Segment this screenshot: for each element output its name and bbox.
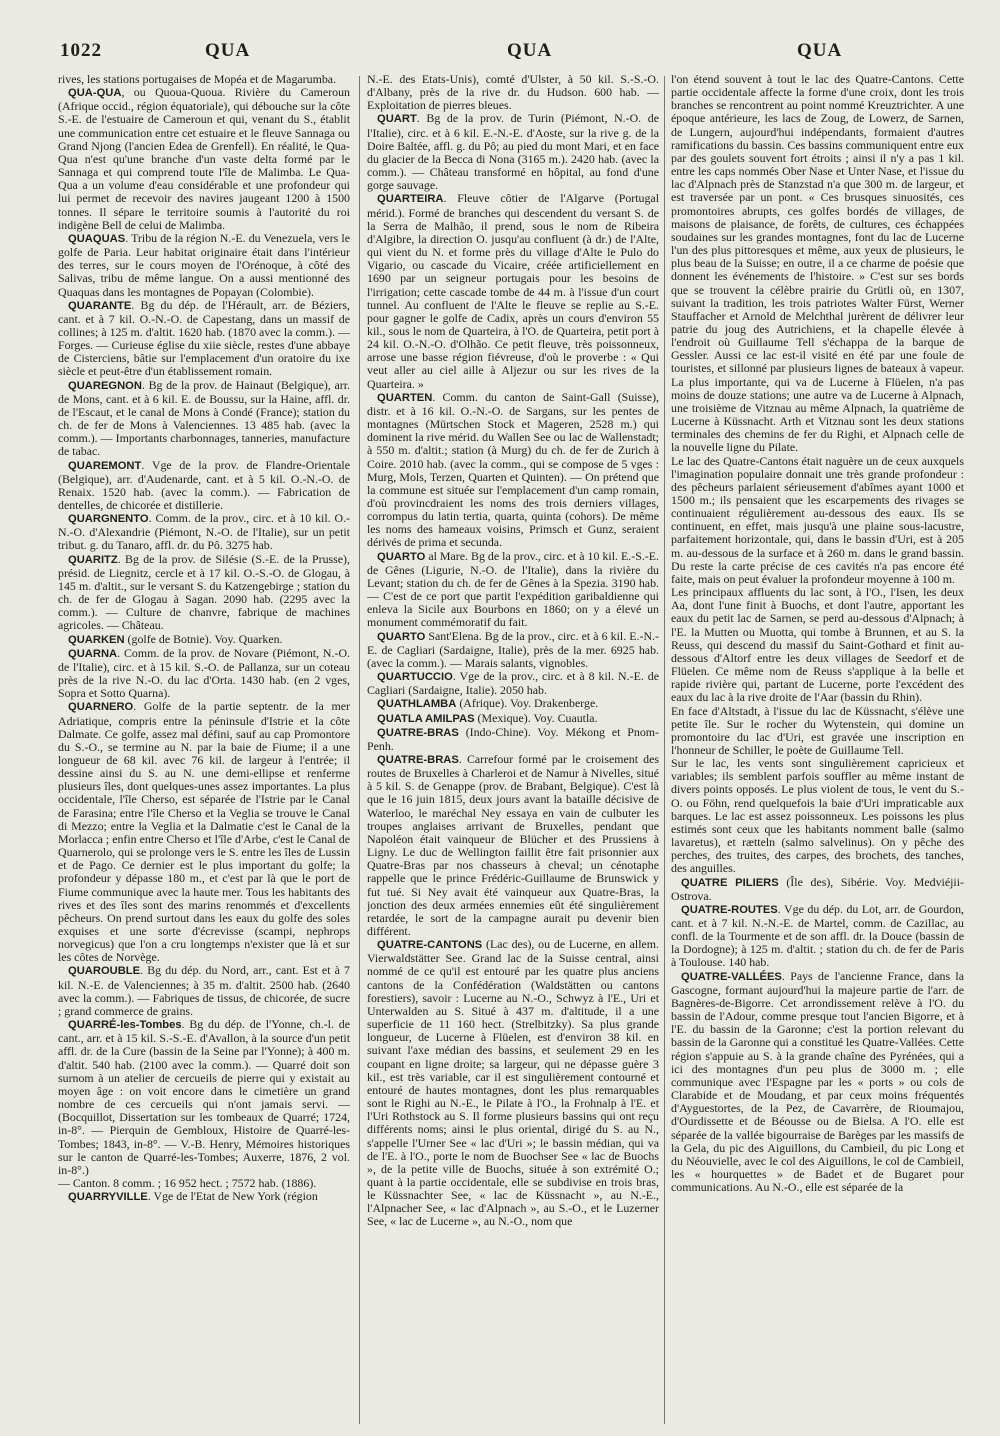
entry-headword: QUART [377, 113, 417, 126]
entry-text: . Vge de l'Etat de New York (région [147, 1189, 318, 1204]
running-head-center: QUA [507, 40, 553, 61]
dictionary-entry [58, 1018, 350, 1177]
entry-text: . Carrefour formé par le croisement des routes de Bruxelles à Charleroi et de Namur à Nivelles, situé à 5 kil. S. de Genappe (prov. de Brabant, Belgique). C'est là que le 16 juin 1815, deux jours avant la bataille décisive de Waterloo, le maréchal Ney essaya en vain de culbuter les troupes anglaises arrivant de Bruxelles, pendant que Napoléon était vainqueur de Blücher et des Prussiens à Ligny. Le duc de Wellington faillit être fait prisonnier aux Quatre-Bras par nos chasseurs à cheval; un cénotaphe rappelle que le prince Frédéric-Guillaume de Brunswick y fut tué. Si Ney avait été vainqueur aux Quatre-Bras, la jonction des deux armées ennemies eût été singulièrement retardée, le sort de la campagne aurait pu devenir bien différent. [367, 751, 659, 938]
dictionary-entry [367, 938, 659, 1228]
entry-text: . Fleuve côtier de l'Algarve (Portugal mérid.). Formé de branches qui descendent du versant S. de la Serra de Malhão, il prend, sous le nom de Ribeira d'Algibre, la direction O. jusqu'au confluent (à dr.) de l'Alte, qui vient du N. et forme près du village d'Alte le Pulo do Vigario, ou cascade du Vicaire, créée artificiellement en 1690 par un seigneur portugais pour les besoins de l'irrigation; cette cascade tombe de 44 m. à l'issue d'un court tunnel. Au confluent de l'Alte le fleuve se replie au S.-E. pour gagner le golfe de Cadix, après un cours d'environ 55 kil., sous le nom de Quarteira, à l'O. de Quarteira, petit port à 24 kil. O.-N.-O. d'Olhão. Ce petit fleuve, très poissonneux, arrose une basse région fiévreuse, d'où le proverbe : « Qui veut aller au ciel aille à Aljezur ou sur les rives de la Quarteira. » [367, 191, 659, 391]
entry-headword: QUARRÉ-les-Tombes [68, 1019, 182, 1032]
dictionary-entry [367, 712, 659, 726]
entry-headword: QUATRE-ROUTES [681, 903, 778, 916]
entry-headword: QUAREGNON [68, 379, 142, 392]
entry-headword: QUARTO [377, 630, 426, 643]
entry-headword: QUARRYVILLE [68, 1191, 148, 1204]
entry-headword: QUARNERO [68, 701, 134, 714]
entry-text: . Bg de la prov. de Silésie (S.-E. de la Prusse), présid. de Liegnitz, cercle et à 17 kil. O.-S.-O. de Glogau, à 145 m. d'altit., sur le versant S. du Katzengebirge ; station du ch. de fer de Glogau à Sagan. 2090 hab. (2295 avec la comm.). — Culture de chanvre, fabrique de machines agricoles. — Château. [58, 551, 350, 633]
dictionary-entry [367, 670, 659, 697]
entry-headword: QUAQUAS [68, 232, 126, 245]
entry-headword: QUATHLAMBA [377, 698, 457, 711]
entry-headword: QUARGNENTO [68, 513, 149, 526]
dictionary-entry [671, 705, 964, 758]
entry-headword: QUATRE-CANTONS [377, 939, 483, 952]
running-head-right: QUA [797, 40, 843, 61]
dictionary-entry [58, 232, 350, 299]
page-number: 1022 [60, 40, 102, 61]
entry-text: . Vge du dép. du Lot, arr. de Gourdon, cant. et à 7 kil. N.-N.-E. de Martel, comm. de Cazillac, au confl. de la Tourmente et de son affl. dr. la Douce (bassin de la Dordogne); à 125 m. d'altit. ; station du ch. de fer de Paris à Toulouse. 140 hab. [671, 901, 964, 970]
dictionary-entry [671, 970, 964, 1195]
dictionary-entry [671, 73, 964, 455]
dictionary-entry [58, 553, 350, 633]
dictionary-entry [58, 379, 350, 459]
entry-text: (Mexique). Voy. Cuautla. [474, 710, 598, 725]
entry-headword: QUA-QUA [68, 87, 122, 100]
entry-text: . Golfe de la partie septentr. de la mer Adriatique, compris entre la péninsule d'Istrie et la côte Dalmate. Ce golfe, assez mal défini, sauf au cap Promontore du S.-O., se termine au N. par la baie de Fiume; il a une longueur de 68 kil. avec 76 kil. de largeur à l'entrée; il dessine ainsi du S. au N. une demi-ellipse et renferme plusieurs îles, dont quelques-unes assez importantes. La plus occidentale, l'île Cherso, est séparée de l'Istrie par le Canal de Farasina; entre l'île Cherso et la Veglia se trouve le Canal di Mezzo; entre la Veglia et la Dalmatie c'est le Canal de la Morlacca ; enfin entre Cherso et l'île d'Arbe, c'est le Canal de Quarnerolo, qui se prolonge vers le S. entre les îles de Lussin et de Pago. Ce dernier est le plus important du golfe; la profondeur y dépasse 180 m., et c'est par là que le port de Fiume communique avec la haute mer. Tous les habitants des rives et des îles sont des marins renommés et d'excellents pêcheurs. On prend surtout dans les eaux du golfe des soles exquises et une sorte d'écrevisse (scampi, nephrops norvegicus) que l'on a cru longtemps n'exister que là et sur les côtes de Norvège. [58, 699, 350, 965]
entry-text: Le lac des Quatre-Cantons était naguère un de ceux auxquels l'imagination populaire donnait une très grande profondeur : des pêcheurs parlaient sérieusement d'abîmes ayant 1000 et 1500 m.; ils pensaient que les escarpements des rivages se continuaient régulièrement au-dessous des eaux. Ils se continuent, en effet, mais jusqu'à une plaine sous-lacustre, parfaitement horizontale, qui, dans le bassin d'Uri, est à 205 m. au-dessous de la surface et à 260 m. dans le grand bassin. Du reste la carte précise de ces cavités n'a pas encore été faite, mais on peut évaluer la profondeur moyenne à 100 m. [671, 453, 964, 586]
entry-text: al Mare. Bg de la prov., circ. et à 10 kil. E.-S.-E. de Gênes (Ligurie, N.-O. de l'Italie), dans la rivière du Levant; station du ch. de fer de Gênes à la Spezia. 3190 hab. — C'est de ce port que partit l'expédition garibaldienne qui enleva la Sicile aux Bourbons en 1860; on y a élevé un monument commémoratif du fait. [367, 548, 659, 630]
entry-text: . Bg du dép. de l'Yonne, ch.-l. de cant., arr. et à 15 kil. S.-S.-E. d'Avallon, à la source d'un petit affl. dr. de la Cure (bassin de la Seine par l'Yonne); à 400 m. d'altit. 540 hab. (2100 avec la comm.). — Quarré doit son surnom à un atelier de cercueils de pierre qui y existait au moyen âge : on voit encore dans le cimetière un grand nombre de ces cercueils qui n'ont jamais servi. — (Bocquillot, Dissertation sur les tombeaux de Quarré; 1724, in-8°. — Pierquin de Gembloux, Histoire de Quarré-les-Tombes; 1843, in-8°. — V.-B. Henry, Mémoires historiques sur le canton de Quarré-les-Tombes; Auxerre, 1876, 2 vol. in-8°.) [58, 1017, 350, 1177]
entry-text: (Afrique). Voy. Drakenberge. [456, 696, 599, 711]
entry-text: . Bg de la prov. de Hainaut (Belgique), arr. de Mons, cant. et à 6 kil. E. de Boussu, sur la Haine, affl. dr. de l'Escaut, et le canal de Mons à Condé (France); station du ch. de fer de Mons à Valenciennes. 13 485 hab. (avec la comm.). — Importants charbonnages, tanneries, manufacture de tabac. [58, 377, 350, 459]
dictionary-entry [671, 757, 964, 875]
column-3 [671, 73, 964, 1425]
entry-text: . Comm. du canton de Saint-Gall (Suisse), distr. et à 16 kil. O.-N.-O. de Sargans, sur les pentes de montagnes (Mürtschen Stock et Mageren, 2528 m.) qui dominent la rive mérid. du Wallen See ou lac de Wallenstadt; à 550 m. d'altit.; station (à Murg) du ch. de fer de Zurich à Coire. 2010 hab. (avec la comm., qui se compose de 5 vges : Murg, Mols, Terzen, Quarten et Quinten). — On prétend que la commune est située sur l'emplacement d'un camp romain, d'où provincdraient les noms des trois derniers villages, corrompus du latin tertia, quarta, quinta (cohors). De même les noms des hameaux voisins, Primsch et Gunz, seraient dérivés de prima et secunda. [367, 389, 659, 550]
entry-text: N.-E. des Etats-Unis), comté d'Ulster, à 50 kil. S.-S.-O. d'Albany, près de la rive dr. du Hudson. 600 hab. — Exploitation de pierres bleues. [367, 73, 659, 113]
running-head-left: QUA [205, 40, 251, 61]
dictionary-entry [58, 299, 350, 379]
dictionary-entry [367, 697, 659, 711]
entry-text: Sur le lac, les vents sont singulièrement capricieux et variables; ils semblent parfois souffler au même instant de divers points opposés. Le plus violent de tous, le vent du S.-O. ou Föhn, rend quelquefois la baie d'Uri impraticable aux barques. Le lac est assez poissonneux. Les poissons les plus estimés sont ceux que les habitants nomment balle (salmo lavaretus), et rætteln (salmo salvelinus). On y pêche des perches, des truites, des carpes, des brochets, des tanches, des anguilles. [671, 756, 964, 876]
entry-text: . Comm. de la prov., circ. et à 10 kil. O.-N.-O. d'Alexandrie (Piémont, N.-O. de l'Italie), sur un petit tribut. g. du Tanaro, affl. dr. du Pô. 3275 hab. [58, 511, 350, 553]
entry-text: — Canton. 8 comm. ; 16 952 hect. ; 7572 hab. (1886). [58, 1175, 317, 1190]
dictionary-entry [367, 550, 659, 630]
entry-headword: QUARTUCCIO [377, 671, 453, 684]
entry-headword: QUATRE-BRAS [377, 753, 459, 766]
entry-text: . Bg du dép. de l'Hérault, arr. de Béziers, cant. et à 7 kil. O.-N.-O. de Capestang, dans un massif de collines; à 125 m. d'altit. 1620 hab. (1870 avec la comm.). — Forges. — Curieuse église du xiie siècle, restes d'une abbaye de Cisterciens, bâtie sur l'emplacement d'un oratoire du ixe siècle et peut-être d'un établissement romain. [58, 297, 350, 379]
entry-text: . Pays de l'ancienne France, dans la Gascogne, formant aujourd'hui la majeure partie de l'arr. de Bagnères-de-Bigorre. Cet arrondissement relève à l'O. du bassin de l'Adour, comme presque tout l'ancien Bigorre, et à l'E. du bassin de la Garonne; c'est la portion relevant du bassin de la Garonne qui a constitué les Quatre-Vallées. Cette région s'appuie au S. à la grande chaîne des Pyrénées, qui a ici des montagnes d'un peu plus de 3000 m. ; elle communique avec l'Espagne par les « ports » ou cols de Clarabide et de Moudang, et par ceux moins fréquentés d'Ayguestortes, de la Pez, de Cavarrère, de Rioumajou, d'Ourdissette et de Béousse ou de Bielsa. A l'O. elle est séparée de la vallée bigourraise de Barèges par les massifs de la Gela, du pic des Aiguillons, du Cambieil, du pic Long et du Néouvielle, avec le col des Aiguillons, le col de Cambieil, les « hourquettes » de Badet et de Bugaret pour communications. Au N.-O., elle est séparée de la [671, 968, 964, 1195]
dictionary-entry [58, 459, 350, 513]
dictionary-entry [58, 647, 350, 701]
dictionary-entry [367, 391, 659, 550]
entry-text: . Vge de la prov., circ. et à 8 kil. N.-E. de Cagliari (Sardaigne, Italie). 2050 hab. [367, 669, 659, 698]
entry-headword: QUATLA AMILPAS [377, 712, 475, 725]
dictionary-entry [671, 586, 964, 704]
entry-text: . Vge de la prov. de Flandre-Orientale (Belgique), arr. d'Audenarde, cant. et à 5 kil. O.-N.-O. de Renaix. 1520 hab. (avec la comm.). — Fabrication de dentelles, de chicorée et distillerie. [58, 457, 350, 512]
entry-text: (Indo-Chine). Voy. Mékong et Pnom-Penh. [367, 724, 659, 753]
column-divider [664, 76, 665, 1424]
entry-text: rives, les stations portugaises de Mopéa et de Magarumba. [58, 73, 337, 86]
dictionary-entry [367, 726, 659, 753]
entry-headword: QUARTEIRA [377, 193, 444, 206]
dictionary-entry [367, 753, 659, 938]
dictionary-entry [671, 455, 964, 587]
dictionary-entry [58, 964, 350, 1018]
entry-headword: QUARANTE [68, 299, 132, 312]
entry-headword: QUARTEN [377, 391, 433, 404]
column-divider [359, 76, 360, 1424]
entry-text: En face d'Altstadt, à l'issue du lac de Küssnacht, s'élève une petite île. Sur le rocher du Wytenstein, qui domine un promontoire du lac d'Uri, est gravée une inscription en l'honneur de Schiller, le poète de Guillaume Tell. [671, 703, 964, 757]
entry-headword: QUARKEN [68, 633, 125, 646]
entry-headword: QUARNA [68, 647, 118, 660]
dictionary-entry [671, 903, 964, 970]
entry-headword: QUARITZ [68, 553, 118, 566]
entry-text: . Comm. de la prov. de Novare (Piémont, N.-O. de l'Italie), circ. et à 15 kil. S.-O. de Pallanza, sur un coteau près de la rive N.-O. du lac d'Orta. 1430 hab. (en 2 vges, Sopra et Sotto Quarna). [58, 645, 350, 701]
dictionary-entry [367, 73, 659, 112]
entry-text: (golfe de Botnie). Voy. Quarken. [124, 631, 283, 646]
dictionary-entry [58, 700, 350, 964]
entry-text: , ou Quoua-Quoua. Rivière du Cameroun (Afrique occid., région équatoriale), qui débouche sur la côte S.-E. de l'estuaire de Cameroun et qui, venant du S., établit une communication entre cet estuaire et le fleuve Sannaga ou Grand Njong (l'ancien Edea de Grenfell). En réalité, le Qua-Qua n'est qu'une branche d'un vaste delta formé par le Sannaga et qui comprend toute l'île de Malimba. Le Qua-Qua a un volume d'eau considérable et une profondeur qui lui permet de recevoir des navires jaugeant 1200 à 1500 tonnes. Il sépare le territoire soumis à l'autorité du roi indigène Bell de celui de Malimba. [58, 85, 350, 232]
dictionary-entry [58, 633, 350, 647]
dictionary-entry [367, 112, 659, 192]
entry-text: (Île des), Sibérie. Voy. Medviéjii-Ostrova. [671, 874, 964, 903]
dictionary-entry [58, 86, 350, 232]
dictionary-entry [58, 512, 350, 552]
entry-headword: QUARTO [377, 550, 426, 563]
entry-text: l'on étend souvent à tout le lac des Quatre-Cantons. Cette partie occidentale affecte la forme d'une croix, dont les trois branches se rencontrent au point nommé Kreuztrichter. A une époque antérieure, les lacs de Zoug, de Lowerz, de Sarnen, de Lungern, aujourd'hui indépendants, formaient d'autres ramifications du bassin. Ces bassins communiquent entre eux par des goulets souvent fort étroits ; ainsi il n'y a pas 1 kil. entre les caps nommés Ober Nase et Unter Nase, et l'issue du lac d'Alpnach près de Stanzstad n'a que 300 m. de largeur, et est traversée par un pont. « Ces brusques sinuosités, ces promontoires abrupts, ces golfes bordés de villages, de maisons de plaisance, de forêts, de cultures, ces échappées soudaines sur les grandes montagnes, font du lac de Lucerne l'un des plus pittoresques et même, aux yeux de plusieurs, le plus beau de la Suisse; en outre, il a ce charme de poésie que donnent les événements de l'histoire. » C'est sur ses bords que se trouvent la célèbre prairie du Grütli où, en 1307, suivant la tradition, les trois patriotes Walter Fürst, Werner Stauffacher et Arnold de Melchthal jurèrent de délivrer leur patrie du joug des Autrichiens, et la chapelle élevée à l'endroit où Guillaume Tell s'échappa de la barque de Gessler. Aussi ce lac est-il visité en été par une foule de touristes, et sillonné par plusieurs lignes de bateaux à vapeur. La plus importante, qui va de Lucerne à Flüelen, n'a pas moins de douze stations; une autre va de Lucerne à Alpnach, une troisième de Vitznau au même Alpnach, la quatrième de Lucerne à Küssnacht. Arth et Vitznau sont les deux stations terminales des chemins de fer du Righi, et Alpnach celle de la nouvelle ligne du Pilate. [671, 73, 964, 455]
entry-text: . Tribu de la région N.-E. du Venezuela, vers le golfe de Paria. Leur habitat originaire était dans l'intérieur des terres, sur le cours moyen de l'Orénoque, à côté des Salivas, tribu de même langue. On a aussi mentionné des Quaquas dans les montagnes de Popayan (Colombie). [58, 230, 350, 299]
entry-headword: QUATRE-BRAS [377, 726, 459, 739]
entry-text: . Bg du dép. du Nord, arr., cant. Est et à 7 kil. N.-E. de Valenciennes; à 35 m. d'altit. 2500 hab. (2640 avec la comm.). — Fabriques de tissus, de chicorée, de sucre ; grand commerce de grains. [58, 963, 350, 1018]
entry-headword: QUAREMONT [68, 459, 142, 472]
entry-text: (Lac des), ou de Lucerne, en allem. Vierwaldstätter See. Grand lac de la Suisse central, ainsi nommé de ce qu'il est entouré par les quatre plus anciens cantons de la Confédération (Waldstätten ou cantons forestiers), savoir : Lucerne au N.-O., Schwyz à l'E., Uri et Unterwalden au S. Situé à 437 m. d'altitude, il a une superficie de 11 160 hect. (Strelbitzky). Sa plus grande longueur, de Lucerne à Flüelen, est d'environ 38 kil. en suivant l'axe médian des bassins, et seulement 29 en les coupant en ligne droite; sa largeur, qui ne dépasse guère 3 kil., est très variable, car il est singulièrement contourné et entouré de hautes montagnes, dont les plus remarquables sont le Righi au N.-E., le Pilate à l'O., la Frohnalp à l'E. et l'Uri Rothstock au S. Il forme plusieurs bassins qui ont reçu différents noms; ainsi le plus oriental, dirigé du S. au N., s'appelle l'Urner See « lac d'Uri »; le bassin médian, qui va de l'E. à l'O., porte le nom de Buochser See « lac de Buochs », de la petite ville de Buochs, située à son extrémité O.; quant à la partie occidentale, elle se subdivise en trois bras, le Küssnachter See, « lac de Küssnacht », au N.-E., l'Alpnacher See, « lac d'Alpnach », au S.-O., et le Luzerner See, « lac de Lucerne », au N.-O., nom que [367, 937, 659, 1229]
entry-text: Sant'Elena. Bg de la prov., circ. et à 6 kil. E.-N.-E. de Cagliari (Sardaigne, Italie), près de la mer. 6925 hab. (avec la comm.). — Marais salants, vignobles. [367, 628, 659, 670]
entry-headword: QUAROUBLE [68, 965, 141, 978]
dictionary-entry [58, 1190, 350, 1204]
column-2 [367, 73, 659, 1425]
entry-headword: QUATRE-VALLÉES [681, 970, 782, 983]
entry-headword: QUATRE PILIERS [681, 876, 779, 889]
dictionary-entry [367, 192, 659, 390]
column-1 [58, 73, 350, 1425]
entry-text: . Bg de la prov. de Turin (Piémont, N.-O. de l'Italie), circ. et à 6 kil. E.-N.-E. d'Aoste, sur la rive g. de la Doire Baltée, affl. g. du Pô; au pied du mont Mari, et en face du glacier de la Becca di Nona (3165 m.). 2420 hab. (avec la comm.). — Château transformé en hôpital, au fond d'une gorge sauvage. [367, 111, 659, 193]
dictionary-entry [367, 630, 659, 670]
entry-text: Les principaux affluents du lac sont, à l'O., l'Isen, les deux Aa, dont l'une finit à Buochs, et dont l'autre, apportant les eaux du petit lac de Sarnen, se perd au-dessous d'Alpnach; à l'E. la Mutten ou Muotta, qui tombe à Brunnen, et au S. la Reuss, qui descend du massif du Saint-Gothard et finit au-dessous d'Altorf entre les deux villages de Seedorf et de Flüelen. Ce même nom de Reuss s'applique à la belle et rapide rivière qui, partant de Lucerne, porte l'excédent des eaux du lac à la rive droite de l'Aar (bassin du Rhin). [671, 585, 964, 705]
dictionary-entry [671, 876, 964, 903]
